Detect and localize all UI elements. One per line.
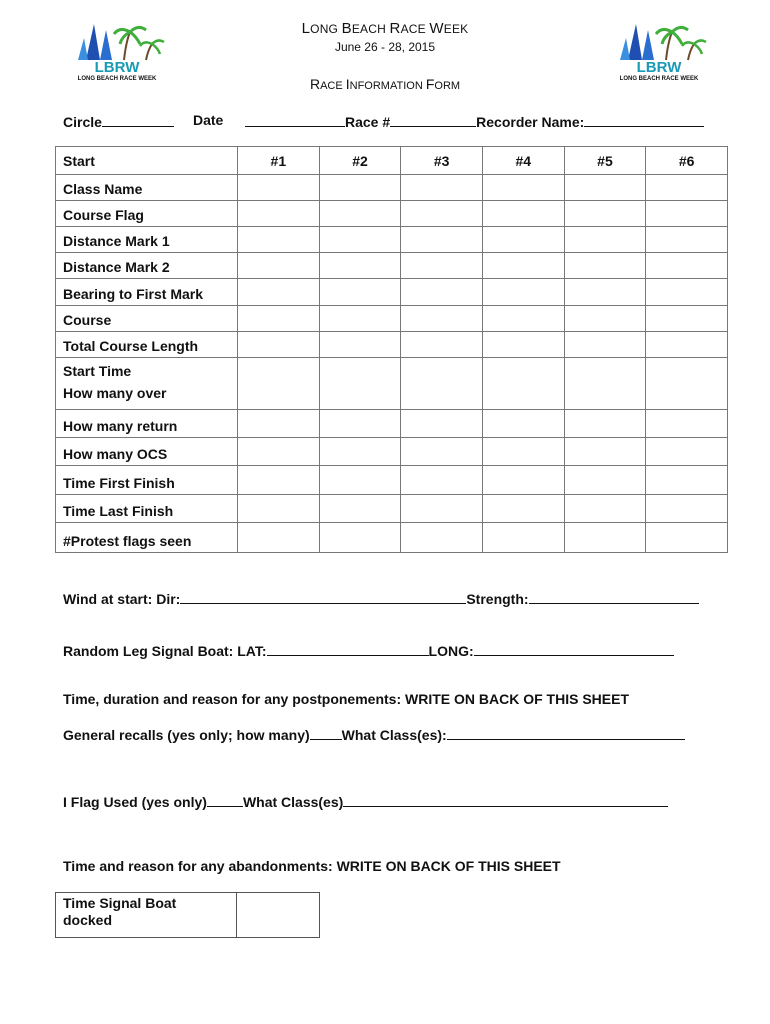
table-header-row bbox=[56, 147, 728, 175]
table-cell[interactable] bbox=[564, 410, 646, 438]
table-cell[interactable] bbox=[482, 253, 564, 279]
header-race-4: #4 bbox=[482, 147, 564, 175]
table-cell[interactable] bbox=[482, 495, 564, 523]
race-info-table bbox=[55, 146, 728, 553]
table-cell[interactable] bbox=[646, 306, 728, 332]
race-blank[interactable] bbox=[390, 112, 476, 127]
circle-blank[interactable] bbox=[102, 112, 174, 127]
recalls-label: General recalls (yes only; how many) bbox=[63, 727, 310, 743]
postponement-line: Time, duration and reason for any postponements: WRITE ON BACK OF THIS SHEET bbox=[63, 691, 630, 707]
table-cell[interactable] bbox=[482, 279, 564, 306]
table-cell[interactable] bbox=[564, 466, 646, 495]
recalls-class-blank[interactable] bbox=[447, 725, 685, 740]
header-race-5: #5 bbox=[564, 147, 646, 175]
wind-strength-blank[interactable] bbox=[529, 589, 699, 604]
row-label-protest-flags: #Protest flags seen bbox=[56, 523, 238, 553]
table-cell[interactable] bbox=[238, 175, 320, 201]
table-cell[interactable] bbox=[238, 332, 320, 358]
table-cell[interactable] bbox=[319, 358, 401, 410]
header-race-6: #6 bbox=[646, 147, 728, 175]
table-cell[interactable] bbox=[401, 523, 483, 553]
table-row bbox=[56, 438, 728, 466]
row-label-distance-mark-2: Distance Mark 2 bbox=[56, 253, 238, 279]
table-cell[interactable] bbox=[564, 495, 646, 523]
table-row bbox=[56, 279, 728, 306]
table-cell[interactable] bbox=[238, 279, 320, 306]
table-cell[interactable] bbox=[482, 175, 564, 201]
table-cell[interactable] bbox=[646, 466, 728, 495]
wind-dir-blank[interactable] bbox=[180, 589, 466, 604]
event-title: LONG BEACH RACE WEEK bbox=[301, 20, 469, 37]
table-cell[interactable] bbox=[564, 279, 646, 306]
signal-boat-docked-box bbox=[55, 892, 320, 938]
docked-label: Time Signal Boat docked bbox=[56, 893, 237, 938]
table-cell[interactable] bbox=[238, 358, 320, 410]
table-row bbox=[56, 495, 728, 523]
circle-label: Circle bbox=[63, 114, 102, 130]
row-label-distance-mark-1: Distance Mark 1 bbox=[56, 227, 238, 253]
table-cell[interactable] bbox=[482, 306, 564, 332]
iflag-label: I Flag Used (yes only) bbox=[63, 794, 207, 810]
race-field bbox=[245, 112, 704, 130]
table-cell[interactable] bbox=[564, 227, 646, 253]
table-cell[interactable] bbox=[646, 332, 728, 358]
table-row bbox=[56, 253, 728, 279]
table-cell[interactable] bbox=[401, 253, 483, 279]
table-cell[interactable] bbox=[646, 438, 728, 466]
table-cell[interactable] bbox=[482, 438, 564, 466]
table-cell[interactable] bbox=[401, 410, 483, 438]
recalls-blank[interactable] bbox=[310, 725, 342, 740]
i-flag-line bbox=[63, 792, 668, 810]
table-cell[interactable] bbox=[319, 523, 401, 553]
wind-dir-label: Wind at start: Dir: bbox=[63, 591, 181, 607]
table-cell[interactable] bbox=[401, 438, 483, 466]
table-cell[interactable] bbox=[482, 358, 564, 410]
row-label-bearing-first-mark: Bearing to First Mark bbox=[56, 279, 238, 306]
table-cell[interactable] bbox=[319, 227, 401, 253]
table-cell[interactable] bbox=[564, 358, 646, 410]
header-race-2: #2 bbox=[319, 147, 401, 175]
row-label-start-time: Start Time bbox=[63, 363, 132, 379]
table-cell[interactable] bbox=[646, 358, 728, 410]
table-cell[interactable] bbox=[401, 175, 483, 201]
iflag-blank[interactable] bbox=[207, 792, 243, 807]
iflag-class-label: What Class(es) bbox=[242, 794, 344, 810]
table-cell[interactable] bbox=[646, 175, 728, 201]
table-cell[interactable] bbox=[319, 495, 401, 523]
row-label-how-many-ocs: How many OCS bbox=[56, 438, 238, 466]
row-label-time-first-finish: Time First Finish bbox=[56, 466, 238, 495]
date-blank[interactable] bbox=[245, 112, 345, 127]
table-cell[interactable] bbox=[564, 306, 646, 332]
row-label-total-course-length: Total Course Length bbox=[56, 332, 238, 358]
row-label-time-last-finish: Time Last Finish bbox=[56, 495, 238, 523]
wind-strength-label: Strength: bbox=[466, 591, 529, 607]
table-cell[interactable] bbox=[401, 358, 483, 410]
signal-lat-label: Random Leg Signal Boat: LAT: bbox=[63, 643, 267, 659]
row-label-class-name: Class Name bbox=[56, 175, 238, 201]
row-label-how-many-over: How many over bbox=[63, 385, 167, 401]
header-start: Start bbox=[56, 147, 238, 175]
table-cell[interactable] bbox=[319, 438, 401, 466]
general-recalls-line bbox=[63, 725, 685, 743]
table-cell[interactable] bbox=[401, 306, 483, 332]
table-cell[interactable] bbox=[319, 410, 401, 438]
table-cell[interactable] bbox=[482, 410, 564, 438]
table-cell[interactable] bbox=[319, 466, 401, 495]
recorder-blank[interactable] bbox=[584, 112, 704, 127]
signal-lat-blank[interactable] bbox=[267, 641, 429, 656]
table-cell[interactable] bbox=[319, 279, 401, 306]
table-row bbox=[56, 227, 728, 253]
table-cell[interactable] bbox=[238, 227, 320, 253]
abandonment-line: Time and reason for any abandonments: WRITE ON BACK OF THIS SHEET bbox=[63, 858, 561, 874]
table-cell[interactable] bbox=[238, 306, 320, 332]
signal-long-blank[interactable] bbox=[474, 641, 674, 656]
signal-boat-line bbox=[63, 641, 674, 659]
circle-field bbox=[63, 112, 174, 130]
table-cell[interactable] bbox=[564, 438, 646, 466]
table-cell[interactable] bbox=[564, 253, 646, 279]
table-cell[interactable] bbox=[646, 523, 728, 553]
signal-long-label: LONG: bbox=[428, 643, 474, 659]
table-cell[interactable] bbox=[238, 201, 320, 227]
table-cell[interactable] bbox=[564, 175, 646, 201]
row-label-start-time-over bbox=[56, 358, 238, 410]
table-cell[interactable] bbox=[564, 523, 646, 553]
table-cell[interactable] bbox=[564, 332, 646, 358]
table-cell[interactable] bbox=[482, 201, 564, 227]
table-cell[interactable] bbox=[238, 523, 320, 553]
table-cell[interactable] bbox=[319, 306, 401, 332]
table-cell[interactable] bbox=[646, 201, 728, 227]
date-label: Date bbox=[193, 112, 224, 128]
wind-line bbox=[63, 589, 699, 607]
table-row bbox=[56, 410, 728, 438]
table-cell[interactable] bbox=[646, 279, 728, 306]
table-cell[interactable] bbox=[238, 466, 320, 495]
table-cell[interactable] bbox=[401, 332, 483, 358]
row-label-course-flag: Course Flag bbox=[56, 201, 238, 227]
table-cell[interactable] bbox=[646, 253, 728, 279]
table-row bbox=[56, 306, 728, 332]
table-cell[interactable] bbox=[401, 201, 483, 227]
table-cell[interactable] bbox=[319, 332, 401, 358]
docked-time-cell[interactable] bbox=[237, 893, 320, 938]
svg-text:LONG BEACH RACE WEEK: LONG BEACH RACE WEEK bbox=[619, 76, 699, 82]
table-cell[interactable] bbox=[238, 253, 320, 279]
table-cell[interactable] bbox=[319, 253, 401, 279]
iflag-class-blank[interactable] bbox=[343, 792, 668, 807]
table-cell[interactable] bbox=[564, 201, 646, 227]
row-label-how-many-return: How many return bbox=[56, 410, 238, 438]
table-cell[interactable] bbox=[646, 410, 728, 438]
table-cell[interactable] bbox=[482, 466, 564, 495]
date-field bbox=[193, 112, 223, 128]
table-cell[interactable] bbox=[401, 279, 483, 306]
svg-text:LBRW: LBRW bbox=[636, 59, 682, 76]
table-cell[interactable] bbox=[238, 495, 320, 523]
table-cell[interactable] bbox=[238, 438, 320, 466]
table-row bbox=[56, 523, 728, 553]
table-cell[interactable] bbox=[646, 495, 728, 523]
table-row bbox=[56, 201, 728, 227]
table-cell[interactable] bbox=[482, 523, 564, 553]
table-cell[interactable] bbox=[238, 410, 320, 438]
recorder-label: Recorder Name: bbox=[476, 114, 585, 130]
table-cell[interactable] bbox=[401, 227, 483, 253]
svg-text:LBRW: LBRW bbox=[94, 59, 140, 76]
table-cell[interactable] bbox=[482, 227, 564, 253]
table-row bbox=[56, 175, 728, 201]
event-date: June 26 - 28, 2015 bbox=[334, 40, 436, 54]
form-title: RACE INFORMATION FORM bbox=[309, 76, 461, 92]
table-row bbox=[56, 358, 728, 410]
recalls-class-label: What Class(es): bbox=[341, 727, 447, 743]
table-cell[interactable] bbox=[401, 495, 483, 523]
table-cell[interactable] bbox=[319, 201, 401, 227]
table-cell[interactable] bbox=[646, 227, 728, 253]
header-race-1: #1 bbox=[238, 147, 320, 175]
svg-text:LONG BEACH RACE WEEK: LONG BEACH RACE WEEK bbox=[77, 76, 157, 82]
table-cell[interactable] bbox=[401, 466, 483, 495]
table-cell[interactable] bbox=[319, 175, 401, 201]
table-row bbox=[56, 332, 728, 358]
table-row bbox=[56, 466, 728, 495]
row-label-course: Course bbox=[56, 306, 238, 332]
header-race-3: #3 bbox=[401, 147, 483, 175]
race-label: Race # bbox=[345, 114, 391, 130]
table-cell[interactable] bbox=[482, 332, 564, 358]
